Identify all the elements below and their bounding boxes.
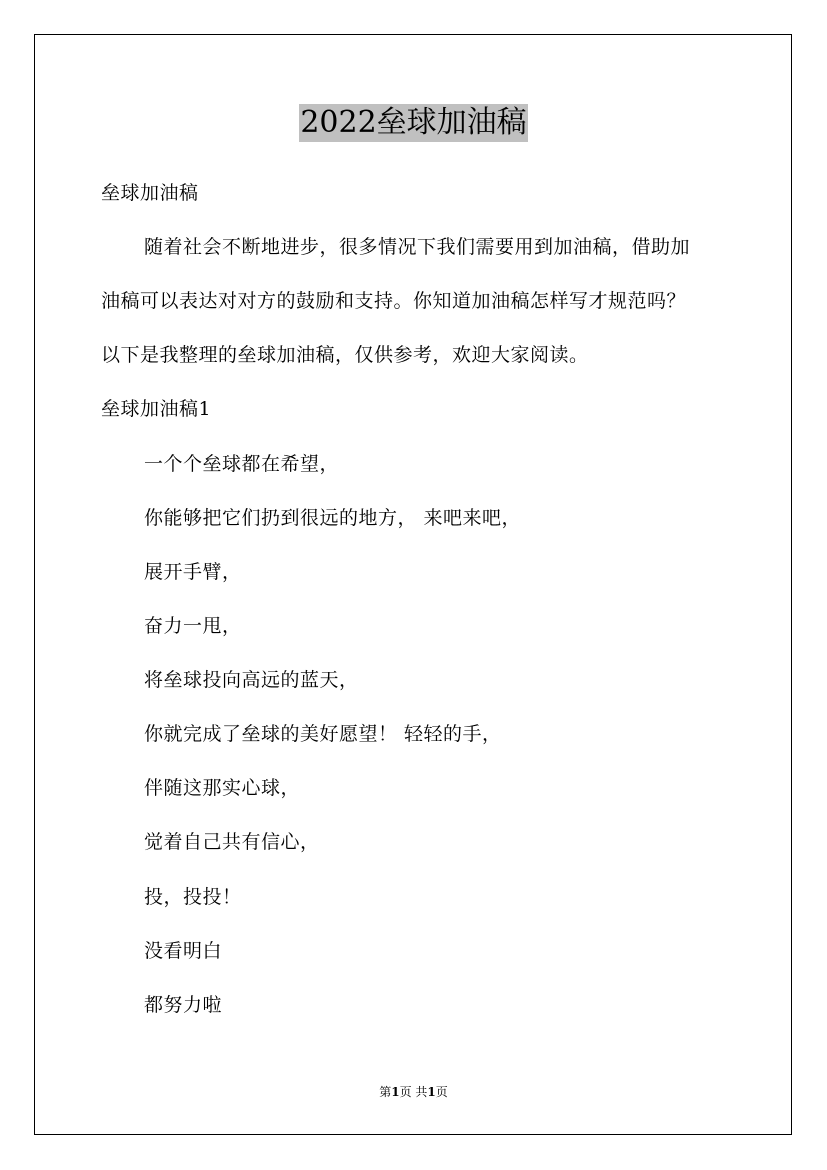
footer-page-number: 1: [391, 1085, 400, 1099]
poem-line: 伴随这那实心球，: [144, 777, 301, 799]
footer-total-suffix: 页: [435, 1085, 448, 1099]
page-footer: [0, 1084, 827, 1100]
poem-line: 一个个垒球都在希望，: [144, 453, 340, 475]
poem-line: 奋力一甩，: [144, 615, 242, 637]
poem-line: 都努力啦: [144, 994, 223, 1016]
poem-line: 没看明白: [144, 940, 223, 962]
poem-line: 展开手臂，: [144, 561, 242, 583]
poem-line: 你能够把它们扔到很远的地方， 来吧来吧，: [144, 507, 522, 529]
intro-line-2: 油稿可以表达对对方的鼓励和支持。你知道加油稿怎样写才规范吗？: [101, 290, 687, 312]
poem-line: 投，投投！: [144, 886, 242, 908]
section-heading: 垒球加油稿1: [101, 398, 212, 420]
poem-line: 将垒球投向高远的蓝天，: [144, 669, 359, 691]
document-heading: 垒球加油稿: [101, 182, 199, 204]
footer-prefix: 第: [379, 1085, 392, 1099]
title-container: [0, 104, 827, 142]
document-title: 2022垒球加油稿: [300, 105, 527, 140]
poem-line: 觉着自己共有信心，: [144, 831, 320, 853]
footer-total-pages: 1: [427, 1085, 436, 1099]
footer-page-suffix: 页 共: [399, 1085, 428, 1099]
intro-line-3: 以下是我整理的垒球加油稿，仅供参考，欢迎大家阅读。: [101, 344, 589, 366]
poem-line: 你就完成了垒球的美好愿望！ 轻轻的手，: [144, 723, 502, 745]
intro-line-1: 随着社会不断地进步，很多情况下我们需要用到加油稿，借助加: [144, 236, 691, 258]
